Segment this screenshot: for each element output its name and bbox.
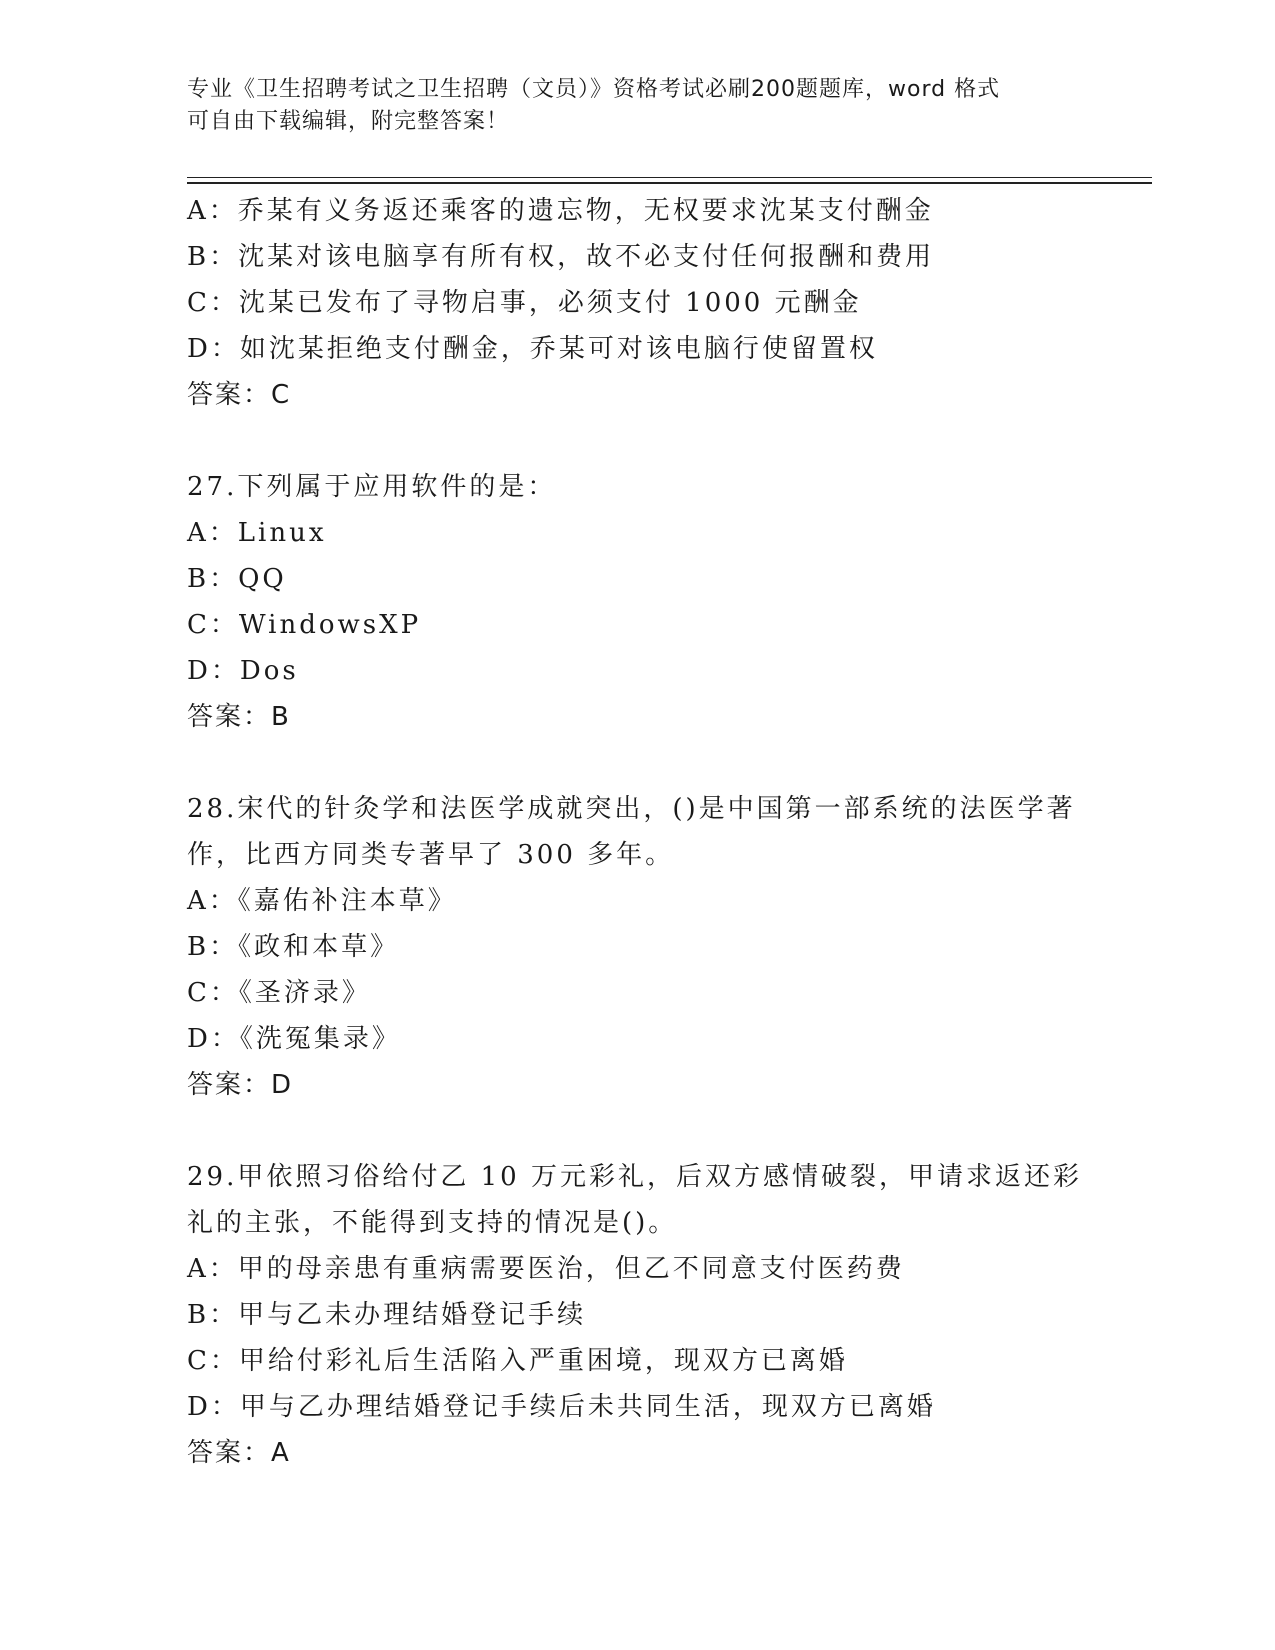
question-text-line-1: 29.甲依照习俗给付乙 10 万元彩礼，后双方感情破裂，甲请求返还彩 [187,1162,1082,1192]
question-list [187,188,1187,1476]
option-a: A：甲的母亲患有重病需要医治，但乙不同意支付医药费 [187,1254,905,1284]
header-line-1: 专业《卫生招聘考试之卫生招聘（文员）》资格考试必刷200题题库，word 格式 [187,77,1001,102]
answer: 答案：D [187,1070,294,1100]
option-a: A：Linux [187,518,327,548]
option-d: D：Dos [187,656,299,686]
option-c: C：甲给付彩礼后生活陷入严重困境，现双方已离婚 [187,1346,848,1376]
question-28 [187,786,1187,1108]
question-text-line-2: 礼的主张，不能得到支持的情况是()。 [187,1208,678,1238]
option-a: A：乔某有义务返还乘客的遗忘物，无权要求沈某支付酬金 [187,196,934,226]
question-text: 27.下列属于应用软件的是： [187,472,557,502]
header-line-2: 可自由下载编辑，附完整答案！ [187,109,510,134]
answer: 答案：C [187,380,292,410]
option-d: D：如沈某拒绝支付酬金，乔某可对该电脑行使留置权 [187,334,878,364]
question-27 [187,464,1187,740]
question-29 [187,1154,1187,1476]
option-d: D：甲与乙办理结婚登记手续后未共同生活，现双方已离婚 [187,1392,936,1422]
option-b: B：沈某对该电脑享有所有权，故不必支付任何报酬和费用 [187,242,935,272]
question-26 [187,188,1187,418]
answer: 答案：A [187,1438,291,1468]
option-b: B：甲与乙未办理结婚登记手续 [187,1300,587,1330]
header-divider-thin [187,177,1152,178]
question-text-line-2: 作，比西方同类专著早了 300 多年。 [187,840,675,870]
spacer [187,1108,1187,1154]
answer: 答案：B [187,702,291,732]
document-header [187,74,1087,138]
option-b: B：QQ [187,564,287,594]
spacer [187,418,1187,464]
option-b: B：《政和本草》 [187,932,400,962]
question-text-line-1: 28.宋代的针灸学和法医学成就突出，()是中国第一部系统的法医学著 [187,794,1076,824]
option-c: C：沈某已发布了寻物启事，必须支付 1000 元酬金 [187,288,862,318]
spacer [187,740,1187,786]
option-c: C：WindowsXP [187,610,422,640]
option-c: C：《圣济录》 [187,978,371,1008]
header-divider-thick [187,182,1152,184]
option-d: D：《洗冤集录》 [187,1024,401,1054]
option-a: A：《嘉佑补注本草》 [187,886,457,916]
